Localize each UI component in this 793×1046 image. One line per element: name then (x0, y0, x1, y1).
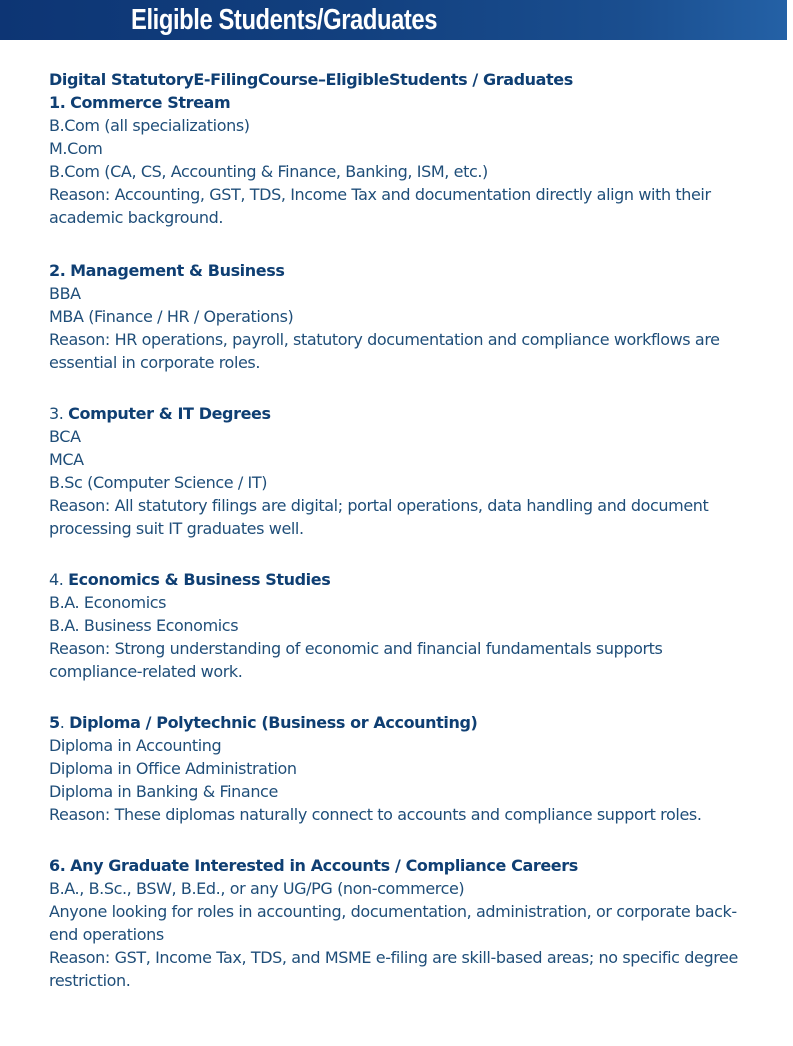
reason-text: Reason: These diplomas naturally connect to accounts and compliance support roles. (49, 805, 702, 824)
section-heading (49, 854, 749, 877)
list-item: B.A., B.Sc., BSW, B.Ed., or any UG/PG (non-commerce) (49, 879, 465, 898)
list-item: B.A. Economics (49, 593, 167, 612)
section-number: 1. (49, 93, 66, 112)
list-item: B.Sc (Computer Science / IT) (49, 473, 268, 492)
reason-text: Reason: Strong understanding of economic and financial fundamentals supports compliance-related work. (49, 639, 663, 681)
section-heading (49, 711, 749, 734)
section-number: 5 (49, 713, 60, 732)
section-heading (49, 568, 749, 591)
list-item: MBA (Finance / HR / Operations) (49, 307, 294, 326)
section-number: 6. (49, 856, 66, 875)
list-item: Anyone looking for roles in accounting, documentation, administration, or corporate back-end operations (49, 902, 737, 944)
list-item: Diploma in Banking & Finance (49, 782, 278, 801)
document-body (49, 68, 749, 992)
section-number: 2. (49, 261, 66, 280)
list-item: BBA (49, 284, 81, 303)
section-heading (49, 259, 749, 282)
section-heading (49, 91, 749, 114)
document-heading: Digital StatutoryE-FilingCourse–EligibleStudents / Graduates (49, 70, 573, 89)
section-heading (49, 402, 749, 425)
section-management-business (49, 259, 749, 374)
list-item: B.Com (CA, CS, Accounting & Finance, Banking, ISM, etc.) (49, 162, 488, 181)
section-title: Commerce Stream (70, 93, 231, 112)
list-item: B.Com (all specializations) (49, 116, 250, 135)
header-banner (0, 0, 787, 40)
section-title: Economics & Business Studies (68, 570, 331, 589)
reason-text: Reason: All statutory filings are digital; portal operations, data handling and document processing suit IT graduates well. (49, 496, 709, 538)
section-commerce-stream (49, 91, 749, 229)
section-title: Any Graduate Interested in Accounts / Compliance Careers (70, 856, 578, 875)
reason-text: Reason: Accounting, GST, TDS, Income Tax and documentation directly align with their academic background. (49, 185, 711, 227)
list-item: MCA (49, 450, 84, 469)
section-any-graduate (49, 854, 749, 992)
section-title: Management & Business (70, 261, 285, 280)
list-item: BCA (49, 427, 81, 446)
list-item: M.Com (49, 139, 103, 158)
section-number: 3. (49, 404, 64, 423)
section-title: Computer & IT Degrees (68, 404, 271, 423)
section-number: 4. (49, 570, 64, 589)
section-economics-business (49, 568, 749, 683)
list-item: Diploma in Accounting (49, 736, 222, 755)
section-diploma-polytechnic (49, 711, 749, 826)
section-computer-it (49, 402, 749, 540)
list-item: Diploma in Office Administration (49, 759, 297, 778)
page-title: Eligible Students/Graduates (131, 4, 438, 36)
reason-text: Reason: GST, Income Tax, TDS, and MSME e-filing are skill-based areas; no specific degree restriction. (49, 948, 738, 990)
section-title: Diploma / Polytechnic (Business or Accounting) (69, 713, 478, 732)
section-number-separator: . (59, 713, 65, 732)
reason-text: Reason: HR operations, payroll, statutory documentation and compliance workflows are essential in corporate roles. (49, 330, 720, 372)
list-item: B.A. Business Economics (49, 616, 239, 635)
